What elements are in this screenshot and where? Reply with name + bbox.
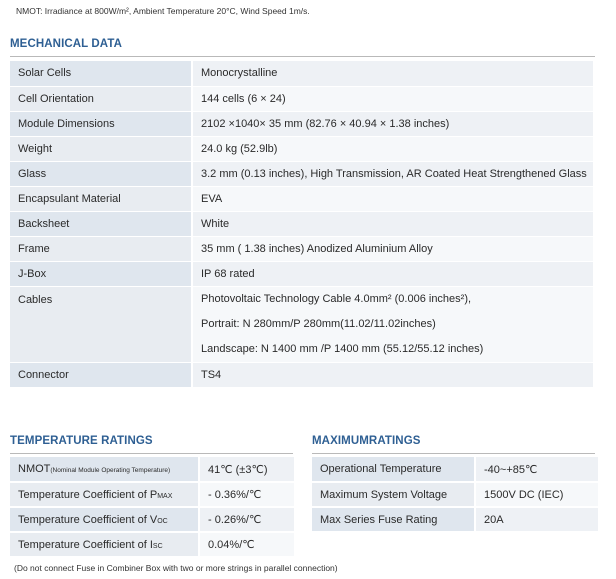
table-row <box>312 507 598 532</box>
row-label <box>10 482 199 507</box>
row-label: Weight <box>10 136 192 161</box>
fuse-connection-note: (Do not connect Fuse in Combiner Box with two or more strings in parallel connection) <box>14 563 338 573</box>
nmot-label-note: (Nominal Module Operating Temperature) <box>50 467 171 474</box>
row-value: EVA <box>192 186 593 211</box>
nmot-value: 41℃ (±3℃) <box>199 457 294 482</box>
maximum-ratings-table <box>312 457 598 533</box>
row-value: 2102 ×1040× 35 mm (82.76 × 40.94 × 1.38 inches) <box>192 111 593 136</box>
row-label: Module Dimensions <box>10 111 192 136</box>
row-label: Operational Temperature <box>312 457 475 482</box>
maximum-ratings-divider <box>312 453 595 454</box>
cable-landscape-line: Landscape: N 1400 mm /P 1400 mm (55.12/55.12 inches) <box>201 342 484 355</box>
nmot-label <box>10 457 199 482</box>
row-value: 20A <box>475 507 598 532</box>
table-row <box>312 482 598 507</box>
row-value: 144 cells (6 × 24) <box>192 86 593 111</box>
row-label: Encapsulant Material <box>10 186 192 211</box>
row-value: 3.2 mm (0.13 inches), High Transmission, AR Coated Heat Strengthened Glass <box>192 161 593 186</box>
row-value: 1500V DC (IEC) <box>475 482 598 507</box>
table-row <box>10 457 294 482</box>
row-label: Solar Cells <box>10 61 192 86</box>
table-row <box>10 482 294 507</box>
row-label: Maximum System Voltage <box>312 482 475 507</box>
row-label <box>10 507 199 532</box>
table-row <box>10 211 593 236</box>
row-value-multiline <box>192 286 593 362</box>
table-row <box>312 457 598 482</box>
row-label <box>10 532 199 557</box>
coefficient-label: Temperature Coefficient of P <box>18 488 158 501</box>
table-row <box>10 507 294 532</box>
temperature-ratings-divider <box>10 453 293 454</box>
row-value: 24.0 kg (52.9lb) <box>192 136 593 161</box>
row-label: Connector <box>10 362 192 387</box>
coefficient-subscript: SC <box>152 542 163 550</box>
nmot-label-text: NMOT <box>18 463 51 475</box>
table-row <box>10 161 593 186</box>
temperature-ratings-table <box>10 457 294 558</box>
table-row <box>10 111 593 136</box>
table-row-cables <box>10 286 593 362</box>
maximum-ratings-title: MAXIMUMRATINGS <box>312 435 421 447</box>
temperature-ratings-title: TEMPERATURE RATINGS <box>10 435 153 447</box>
coefficient-subscript: OC <box>157 517 168 525</box>
table-row <box>10 236 593 261</box>
row-value: - 0.26%/℃ <box>199 507 294 532</box>
row-value: White <box>192 211 593 236</box>
table-row <box>10 532 294 557</box>
nmot-conditions-note: NMOT: Irradiance at 800W/m², Ambient Temperature 20°C, Wind Speed 1m/s. <box>16 6 310 16</box>
row-value: 0.04%/℃ <box>199 532 294 557</box>
table-row <box>10 261 593 286</box>
row-label: Cables <box>10 286 192 362</box>
mechanical-data-divider <box>10 56 595 57</box>
coefficient-label: Temperature Coefficient of I <box>18 538 153 551</box>
mechanical-data-title: MECHANICAL DATA <box>10 38 123 50</box>
table-row <box>10 186 593 211</box>
row-label: Frame <box>10 236 192 261</box>
coefficient-subscript: MAX <box>157 492 173 500</box>
row-value: Monocrystalline <box>192 61 593 86</box>
row-value: -40~+85℃ <box>475 457 598 482</box>
cable-portrait-line: Portrait: N 280mm/P 280mm(11.02/11.02inches) <box>201 317 436 330</box>
row-label: Max Series Fuse Rating <box>312 507 475 532</box>
row-value: 35 mm ( 1.38 inches) Anodized Aluminium Alloy <box>192 236 593 261</box>
table-row <box>10 362 593 387</box>
row-value: IP 68 rated <box>192 261 593 286</box>
row-value: TS4 <box>192 362 593 387</box>
table-row <box>10 86 593 111</box>
row-label: Glass <box>10 161 192 186</box>
table-row <box>10 61 593 86</box>
row-label: J-Box <box>10 261 192 286</box>
cable-spec-line: Photovoltaic Technology Cable 4.0mm² (0.006 inches²), <box>201 292 472 305</box>
row-value: - 0.36%/℃ <box>199 482 294 507</box>
table-row <box>10 136 593 161</box>
row-label: Cell Orientation <box>10 86 192 111</box>
mechanical-data-table <box>10 61 593 388</box>
row-label: Backsheet <box>10 211 192 236</box>
coefficient-label: Temperature Coefficient of V <box>18 513 158 526</box>
